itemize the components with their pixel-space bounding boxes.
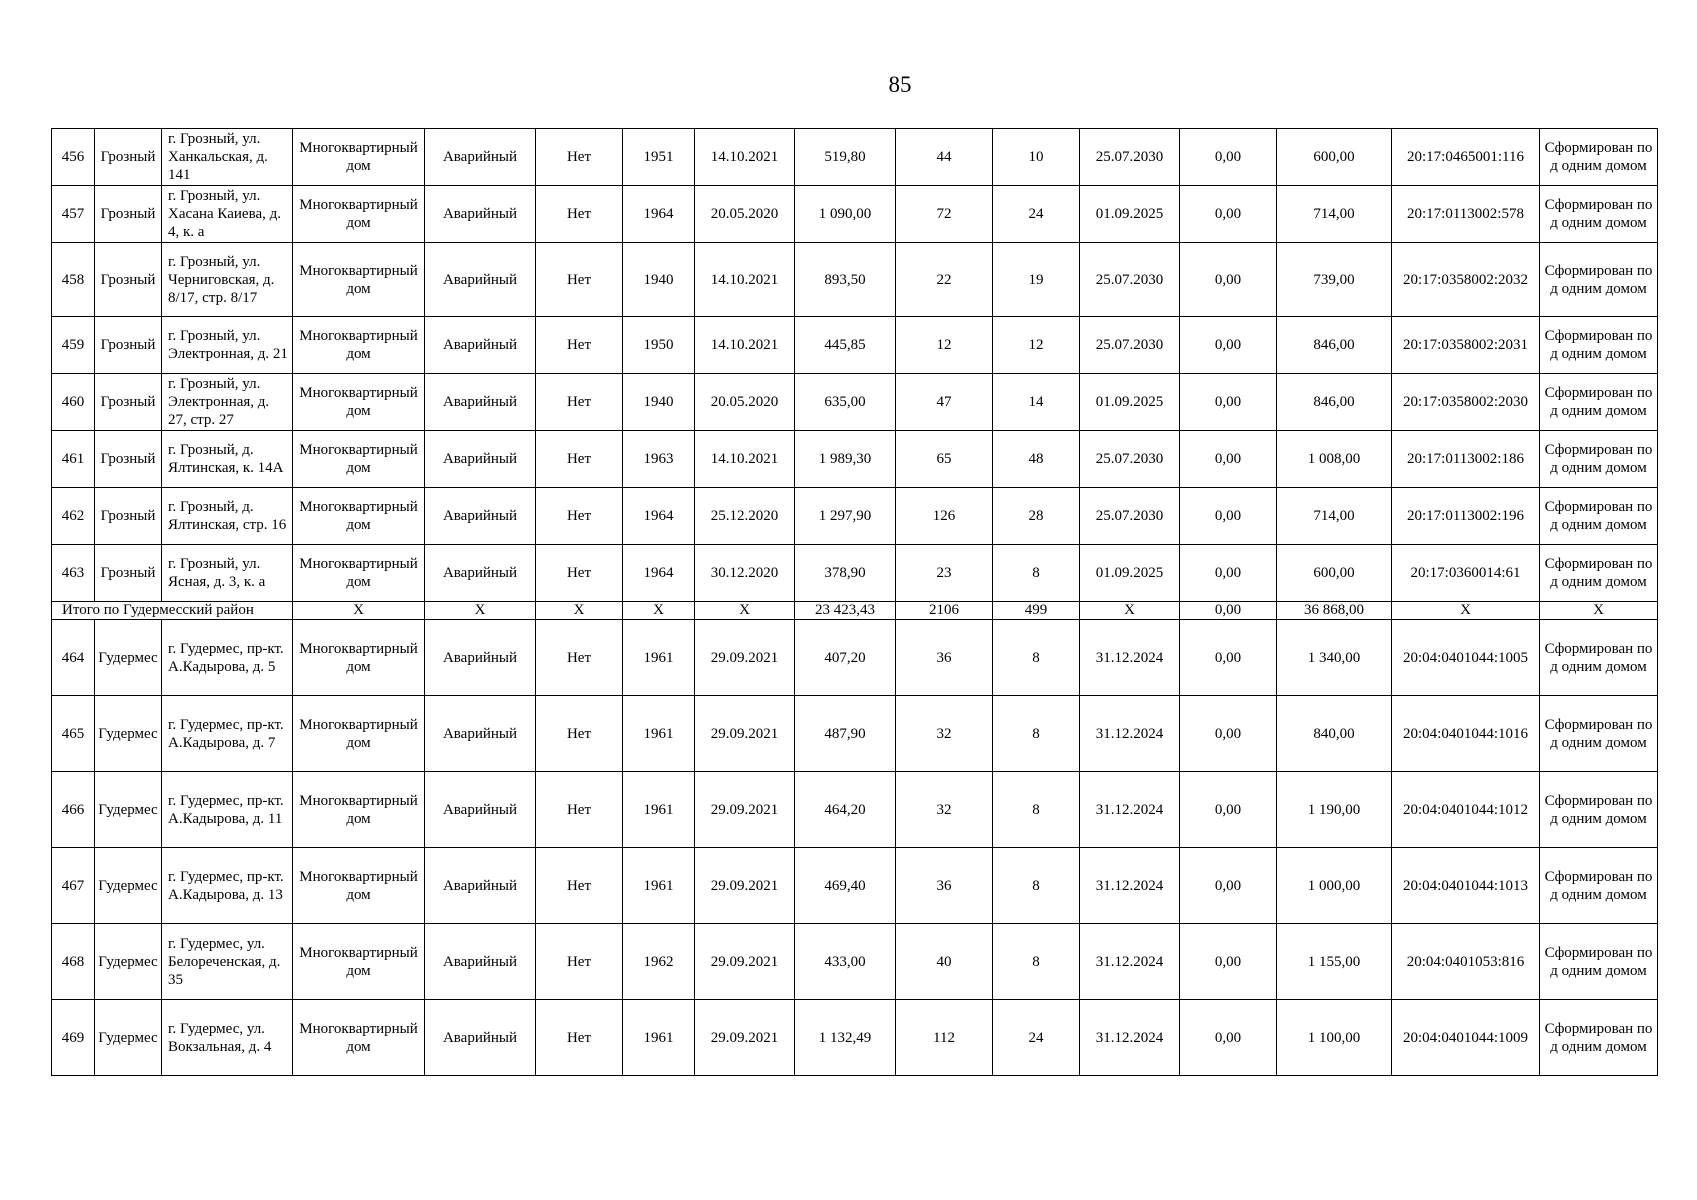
zero-cell: 0,00 [1180, 317, 1277, 374]
building-type-cell: Многоквартирный дом [293, 374, 425, 431]
city-cell: Грозный [95, 488, 162, 545]
building-type-cell: Многоквартирный дом [293, 431, 425, 488]
date-cell: 30.12.2020 [695, 545, 795, 602]
area-cell: 469,40 [795, 848, 896, 924]
area-cell: 519,80 [795, 129, 896, 186]
table-row [52, 848, 1658, 924]
cost-cell: 600,00 [1277, 545, 1392, 602]
deadline-cell: 31.12.2024 [1080, 1000, 1180, 1076]
building-type-cell: Многоквартирный дом [293, 243, 425, 317]
table-row [52, 186, 1658, 243]
cadastral-number-cell: 20:17:0113002:196 [1392, 488, 1540, 545]
condition-cell: Аварийный [425, 620, 536, 696]
cadastral-number-cell: 20:17:0113002:186 [1392, 431, 1540, 488]
address-cell: г. Грозный, ул. Ханкальская, д. 141 [162, 129, 293, 186]
address-cell: г. Грозный, ул. Хасана Каиева, д. 4, к. а [162, 186, 293, 243]
cadastral-number-cell: 20:04:0401053:816 [1392, 924, 1540, 1000]
building-type-cell: Многоквартирный дом [293, 545, 425, 602]
total-cell: X [536, 602, 623, 620]
deadline-cell: 31.12.2024 [1080, 772, 1180, 848]
status-cell: Сформирован под одним домом [1540, 696, 1658, 772]
date-cell: 29.09.2021 [695, 924, 795, 1000]
people-cell: 23 [896, 545, 993, 602]
year-cell: 1951 [623, 129, 695, 186]
count-cell: 12 [993, 317, 1080, 374]
condition-cell: Аварийный [425, 431, 536, 488]
address-cell: г. Грозный, ул. Ясная, д. 3, к. а [162, 545, 293, 602]
count-cell: 14 [993, 374, 1080, 431]
address-cell: г. Гудермес, пр-кт. А.Кадырова, д. 11 [162, 772, 293, 848]
flag-cell: Нет [536, 848, 623, 924]
cadastral-number-cell: 20:17:0358002:2031 [1392, 317, 1540, 374]
deadline-cell: 31.12.2024 [1080, 696, 1180, 772]
condition-cell: Аварийный [425, 1000, 536, 1076]
zero-cell: 0,00 [1180, 431, 1277, 488]
count-cell: 48 [993, 431, 1080, 488]
table-row [52, 696, 1658, 772]
flag-cell: Нет [536, 924, 623, 1000]
total-people: 2106 [896, 602, 993, 620]
year-cell: 1961 [623, 772, 695, 848]
cost-cell: 1 190,00 [1277, 772, 1392, 848]
building-type-cell: Многоквартирный дом [293, 620, 425, 696]
flag-cell: Нет [536, 374, 623, 431]
deadline-cell: 31.12.2024 [1080, 620, 1180, 696]
city-cell: Грозный [95, 374, 162, 431]
status-cell: Сформирован под одним домом [1540, 317, 1658, 374]
address-cell: г. Гудермес, ул. Белореченская, д. 35 [162, 924, 293, 1000]
flag-cell: Нет [536, 772, 623, 848]
year-cell: 1940 [623, 374, 695, 431]
city-cell: Гудермес [95, 848, 162, 924]
deadline-cell: 25.07.2030 [1080, 243, 1180, 317]
people-cell: 65 [896, 431, 993, 488]
area-cell: 1 132,49 [795, 1000, 896, 1076]
cost-cell: 1 100,00 [1277, 1000, 1392, 1076]
cost-cell: 846,00 [1277, 317, 1392, 374]
zero-cell: 0,00 [1180, 696, 1277, 772]
table-row [52, 431, 1658, 488]
city-cell: Грозный [95, 243, 162, 317]
total-cell: X [1392, 602, 1540, 620]
deadline-cell: 01.09.2025 [1080, 186, 1180, 243]
zero-cell: 0,00 [1180, 620, 1277, 696]
status-cell: Сформирован под одним домом [1540, 924, 1658, 1000]
cost-cell: 714,00 [1277, 186, 1392, 243]
table-row [52, 1000, 1658, 1076]
people-cell: 12 [896, 317, 993, 374]
address-cell: г. Грозный, д. Ялтинская, к. 14А [162, 431, 293, 488]
count-cell: 8 [993, 696, 1080, 772]
count-cell: 19 [993, 243, 1080, 317]
year-cell: 1964 [623, 545, 695, 602]
condition-cell: Аварийный [425, 374, 536, 431]
status-cell: Сформирован под одним домом [1540, 243, 1658, 317]
row-number: 460 [52, 374, 95, 431]
building-type-cell: Многоквартирный дом [293, 848, 425, 924]
status-cell: Сформирован под одним домом [1540, 186, 1658, 243]
table-body-total [52, 602, 1658, 620]
address-cell: г. Грозный, ул. Электронная, д. 27, стр. 27 [162, 374, 293, 431]
cost-cell: 1 008,00 [1277, 431, 1392, 488]
table-row [52, 620, 1658, 696]
people-cell: 22 [896, 243, 993, 317]
cost-cell: 1 155,00 [1277, 924, 1392, 1000]
date-cell: 14.10.2021 [695, 431, 795, 488]
table-row [52, 924, 1658, 1000]
cost-cell: 846,00 [1277, 374, 1392, 431]
area-cell: 464,20 [795, 772, 896, 848]
address-cell: г. Грозный, ул. Электронная, д. 21 [162, 317, 293, 374]
deadline-cell: 25.07.2030 [1080, 129, 1180, 186]
address-cell: г. Гудермес, пр-кт. А.Кадырова, д. 7 [162, 696, 293, 772]
date-cell: 14.10.2021 [695, 243, 795, 317]
address-cell: г. Гудермес, пр-кт. А.Кадырова, д. 13 [162, 848, 293, 924]
total-label: Итого по Гудермесский район [52, 602, 293, 620]
row-number: 469 [52, 1000, 95, 1076]
condition-cell: Аварийный [425, 243, 536, 317]
zero-cell: 0,00 [1180, 129, 1277, 186]
condition-cell: Аварийный [425, 488, 536, 545]
cadastral-number-cell: 20:04:0401044:1012 [1392, 772, 1540, 848]
row-number: 461 [52, 431, 95, 488]
city-cell: Гудермес [95, 696, 162, 772]
page-number: 85 [888, 72, 912, 97]
address-cell: г. Гудермес, ул. Вокзальная, д. 4 [162, 1000, 293, 1076]
row-number: 456 [52, 129, 95, 186]
cadastral-number-cell: 20:17:0465001:116 [1392, 129, 1540, 186]
city-cell: Гудермес [95, 1000, 162, 1076]
total-cell: X [293, 602, 425, 620]
people-cell: 72 [896, 186, 993, 243]
people-cell: 32 [896, 696, 993, 772]
housing-table-container [51, 128, 1658, 1076]
city-cell: Грозный [95, 129, 162, 186]
cost-cell: 600,00 [1277, 129, 1392, 186]
count-cell: 28 [993, 488, 1080, 545]
year-cell: 1961 [623, 1000, 695, 1076]
people-cell: 40 [896, 924, 993, 1000]
city-cell: Грозный [95, 545, 162, 602]
cadastral-number-cell: 20:17:0358002:2030 [1392, 374, 1540, 431]
total-area: 23 423,43 [795, 602, 896, 620]
flag-cell: Нет [536, 186, 623, 243]
table-row [52, 488, 1658, 545]
deadline-cell: 01.09.2025 [1080, 374, 1180, 431]
flag-cell: Нет [536, 317, 623, 374]
date-cell: 20.05.2020 [695, 186, 795, 243]
cost-cell: 1 340,00 [1277, 620, 1392, 696]
row-number: 457 [52, 186, 95, 243]
count-cell: 8 [993, 924, 1080, 1000]
condition-cell: Аварийный [425, 696, 536, 772]
area-cell: 378,90 [795, 545, 896, 602]
row-number: 466 [52, 772, 95, 848]
people-cell: 47 [896, 374, 993, 431]
zero-cell: 0,00 [1180, 374, 1277, 431]
zero-cell: 0,00 [1180, 545, 1277, 602]
deadline-cell: 25.07.2030 [1080, 431, 1180, 488]
address-cell: г. Грозный, д. Ялтинская, стр. 16 [162, 488, 293, 545]
total-cost: 36 868,00 [1277, 602, 1392, 620]
date-cell: 25.12.2020 [695, 488, 795, 545]
status-cell: Сформирован под одним домом [1540, 431, 1658, 488]
condition-cell: Аварийный [425, 545, 536, 602]
total-cell: X [425, 602, 536, 620]
status-cell: Сформирован под одним домом [1540, 129, 1658, 186]
flag-cell: Нет [536, 431, 623, 488]
area-cell: 487,90 [795, 696, 896, 772]
date-cell: 20.05.2020 [695, 374, 795, 431]
deadline-cell: 31.12.2024 [1080, 848, 1180, 924]
people-cell: 126 [896, 488, 993, 545]
table-row [52, 129, 1658, 186]
count-cell: 24 [993, 1000, 1080, 1076]
count-cell: 10 [993, 129, 1080, 186]
total-cell: X [623, 602, 695, 620]
zero-cell: 0,00 [1180, 488, 1277, 545]
year-cell: 1950 [623, 317, 695, 374]
deadline-cell: 31.12.2024 [1080, 924, 1180, 1000]
count-cell: 8 [993, 772, 1080, 848]
zero-cell: 0,00 [1180, 924, 1277, 1000]
date-cell: 29.09.2021 [695, 772, 795, 848]
condition-cell: Аварийный [425, 129, 536, 186]
table-row [52, 317, 1658, 374]
status-cell: Сформирован под одним домом [1540, 620, 1658, 696]
area-cell: 407,20 [795, 620, 896, 696]
area-cell: 635,00 [795, 374, 896, 431]
cadastral-number-cell: 20:04:0401044:1016 [1392, 696, 1540, 772]
row-number: 459 [52, 317, 95, 374]
building-type-cell: Многоквартирный дом [293, 696, 425, 772]
building-type-cell: Многоквартирный дом [293, 772, 425, 848]
status-cell: Сформирован под одним домом [1540, 848, 1658, 924]
date-cell: 29.09.2021 [695, 1000, 795, 1076]
city-cell: Гудермес [95, 924, 162, 1000]
total-count: 499 [993, 602, 1080, 620]
condition-cell: Аварийный [425, 848, 536, 924]
total-zero: 0,00 [1180, 602, 1277, 620]
zero-cell: 0,00 [1180, 186, 1277, 243]
year-cell: 1961 [623, 620, 695, 696]
city-cell: Гудермес [95, 772, 162, 848]
year-cell: 1940 [623, 243, 695, 317]
condition-cell: Аварийный [425, 186, 536, 243]
status-cell: Сформирован под одним домом [1540, 488, 1658, 545]
people-cell: 32 [896, 772, 993, 848]
table-body-bottom [52, 620, 1658, 1076]
city-cell: Грозный [95, 317, 162, 374]
cost-cell: 739,00 [1277, 243, 1392, 317]
total-cell: X [695, 602, 795, 620]
flag-cell: Нет [536, 696, 623, 772]
cadastral-number-cell: 20:17:0113002:578 [1392, 186, 1540, 243]
cadastral-number-cell: 20:04:0401044:1005 [1392, 620, 1540, 696]
building-type-cell: Многоквартирный дом [293, 488, 425, 545]
cadastral-number-cell: 20:17:0358002:2032 [1392, 243, 1540, 317]
area-cell: 1 090,00 [795, 186, 896, 243]
address-cell: г. Гудермес, пр-кт. А.Кадырова, д. 5 [162, 620, 293, 696]
row-number: 465 [52, 696, 95, 772]
condition-cell: Аварийный [425, 772, 536, 848]
building-type-cell: Многоквартирный дом [293, 1000, 425, 1076]
cadastral-number-cell: 20:04:0401044:1013 [1392, 848, 1540, 924]
people-cell: 36 [896, 848, 993, 924]
flag-cell: Нет [536, 243, 623, 317]
flag-cell: Нет [536, 545, 623, 602]
count-cell: 8 [993, 620, 1080, 696]
cadastral-number-cell: 20:17:0360014:61 [1392, 545, 1540, 602]
city-cell: Грозный [95, 431, 162, 488]
year-cell: 1961 [623, 696, 695, 772]
row-number: 468 [52, 924, 95, 1000]
emergency-housing-table [51, 128, 1658, 1076]
zero-cell: 0,00 [1180, 772, 1277, 848]
cadastral-number-cell: 20:04:0401044:1009 [1392, 1000, 1540, 1076]
count-cell: 24 [993, 186, 1080, 243]
count-cell: 8 [993, 545, 1080, 602]
area-cell: 1 297,90 [795, 488, 896, 545]
date-cell: 14.10.2021 [695, 129, 795, 186]
date-cell: 29.09.2021 [695, 696, 795, 772]
zero-cell: 0,00 [1180, 1000, 1277, 1076]
date-cell: 29.09.2021 [695, 848, 795, 924]
table-body-top [52, 129, 1658, 602]
zero-cell: 0,00 [1180, 243, 1277, 317]
address-cell: г. Грозный, ул. Черниговская, д. 8/17, стр. 8/17 [162, 243, 293, 317]
deadline-cell: 25.07.2030 [1080, 488, 1180, 545]
row-number: 462 [52, 488, 95, 545]
row-number: 467 [52, 848, 95, 924]
row-number: 464 [52, 620, 95, 696]
cost-cell: 714,00 [1277, 488, 1392, 545]
building-type-cell: Многоквартирный дом [293, 186, 425, 243]
building-type-cell: Многоквартирный дом [293, 317, 425, 374]
deadline-cell: 25.07.2030 [1080, 317, 1180, 374]
flag-cell: Нет [536, 620, 623, 696]
row-number: 463 [52, 545, 95, 602]
table-row [52, 243, 1658, 317]
cost-cell: 1 000,00 [1277, 848, 1392, 924]
total-cell: X [1080, 602, 1180, 620]
city-cell: Гудермес [95, 620, 162, 696]
area-cell: 1 989,30 [795, 431, 896, 488]
year-cell: 1964 [623, 488, 695, 545]
year-cell: 1963 [623, 431, 695, 488]
deadline-cell: 01.09.2025 [1080, 545, 1180, 602]
status-cell: Сформирован под одним домом [1540, 772, 1658, 848]
year-cell: 1961 [623, 848, 695, 924]
status-cell: Сформирован под одним домом [1540, 374, 1658, 431]
building-type-cell: Многоквартирный дом [293, 129, 425, 186]
count-cell: 8 [993, 848, 1080, 924]
condition-cell: Аварийный [425, 924, 536, 1000]
people-cell: 36 [896, 620, 993, 696]
table-row [52, 374, 1658, 431]
city-cell: Грозный [95, 186, 162, 243]
date-cell: 29.09.2021 [695, 620, 795, 696]
zero-cell: 0,00 [1180, 848, 1277, 924]
cost-cell: 840,00 [1277, 696, 1392, 772]
date-cell: 14.10.2021 [695, 317, 795, 374]
status-cell: Сформирован под одним домом [1540, 545, 1658, 602]
people-cell: 112 [896, 1000, 993, 1076]
table-row [52, 545, 1658, 602]
year-cell: 1962 [623, 924, 695, 1000]
row-number: 458 [52, 243, 95, 317]
area-cell: 433,00 [795, 924, 896, 1000]
table-row [52, 772, 1658, 848]
total-row [52, 602, 1658, 620]
status-cell: Сформирован под одним домом [1540, 1000, 1658, 1076]
area-cell: 445,85 [795, 317, 896, 374]
total-cell: X [1540, 602, 1658, 620]
flag-cell: Нет [536, 129, 623, 186]
year-cell: 1964 [623, 186, 695, 243]
building-type-cell: Многоквартирный дом [293, 924, 425, 1000]
flag-cell: Нет [536, 488, 623, 545]
condition-cell: Аварийный [425, 317, 536, 374]
area-cell: 893,50 [795, 243, 896, 317]
flag-cell: Нет [536, 1000, 623, 1076]
people-cell: 44 [896, 129, 993, 186]
